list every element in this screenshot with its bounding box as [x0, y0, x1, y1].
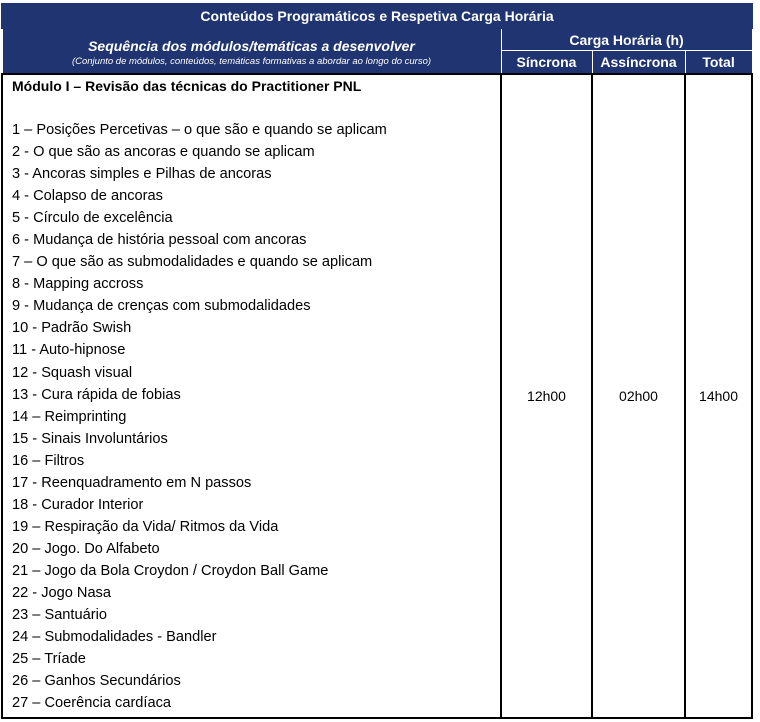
- module-item: 22 - Jogo Nasa: [12, 584, 111, 601]
- program-content-sheet: [1, 3, 751, 719]
- module-item: 7 – O que são as submodalidades e quando se aplicam: [12, 254, 373, 271]
- table-title: Conteúdos Programáticos e Respetiva Carga Horária: [2, 4, 752, 28]
- sequence-header: Sequência dos módulos/temáticas a desenvolver: [88, 37, 415, 54]
- total-value: 14h00: [685, 74, 752, 718]
- module-item: 25 – Tríade: [12, 651, 86, 668]
- hours-header: Carga Horária (h): [501, 28, 752, 51]
- module-item: 21 – Jogo da Bola Croydon / Croydon Ball Game: [12, 562, 329, 579]
- module-item: 12 - Squash visual: [12, 364, 133, 381]
- module-item: 3 - Ancoras simples e Pilhas de ancoras: [12, 166, 272, 183]
- module-item: 6 - Mudança de história pessoal com ancoras: [12, 232, 307, 249]
- module-item: 18 - Curador Interior: [12, 496, 144, 513]
- module-item: 4 - Colapso de ancoras: [12, 188, 163, 205]
- module-item: 19 – Respiração da Vida/ Ritmos da Vida: [12, 518, 279, 535]
- col-total-header: Total: [685, 51, 752, 75]
- module-item: 9 - Mudança de crenças com submodalidades: [12, 298, 311, 315]
- module-title: Módulo I – Revisão das técnicas do Practitioner PNL: [12, 78, 362, 94]
- module-item: 27 – Coerência cardíaca: [12, 695, 172, 712]
- col-sincrona-header: Síncrona: [501, 51, 592, 75]
- module-item: 8 - Mapping accross: [12, 276, 144, 293]
- module-item: 15 - Sinais Involuntários: [12, 430, 168, 447]
- module-items-list: [12, 119, 500, 714]
- module-content-cell: [2, 74, 501, 718]
- assincrona-value: 02h00: [592, 74, 685, 718]
- module-item: 20 – Jogo. Do Alfabeto: [12, 540, 160, 557]
- module-item: 13 - Cura rápida de fobias: [12, 386, 181, 403]
- module-item: 26 – Ganhos Secundários: [12, 673, 181, 690]
- col-assincrona-header: Assíncrona: [592, 51, 685, 75]
- module-item: 24 – Submodalidades - Bandler: [12, 629, 217, 646]
- sequence-header-cell: [2, 28, 501, 74]
- module-item: 16 – Filtros: [12, 452, 85, 469]
- module-item: 2 - O que são as ancoras e quando se aplicam: [12, 144, 315, 161]
- sincrona-value: 12h00: [501, 74, 592, 718]
- module-item: 5 - Círculo de excelência: [12, 210, 173, 227]
- module-item: 23 – Santuário: [12, 607, 107, 624]
- module-item: 11 - Auto-hipnose: [12, 342, 126, 359]
- module-item: 10 - Padrão Swish: [12, 320, 132, 337]
- module-item: 17 - Reenquadramento em N passos: [12, 474, 252, 491]
- program-table: [1, 3, 753, 719]
- module-item: 14 – Reimprinting: [12, 408, 127, 425]
- module-item: 1 – Posições Percetivas – o que são e quando se aplicam: [12, 122, 387, 138]
- sequence-subheader: (Conjunto de módulos, conteúdos, temáticas formativas a abordar ao longo do curso): [71, 55, 432, 67]
